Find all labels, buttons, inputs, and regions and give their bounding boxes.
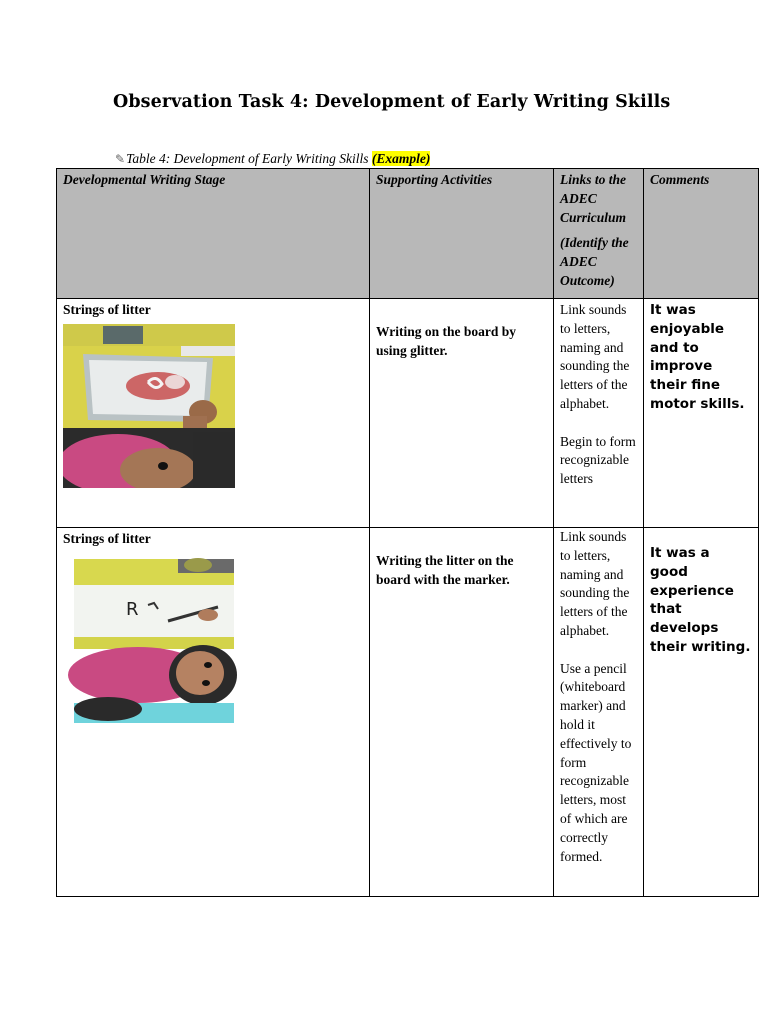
caption-highlight: (Example) (371, 151, 431, 166)
comment-cell: It was enjoyable and to improve their fine motor skills. (644, 299, 759, 528)
table-row (57, 528, 759, 897)
svg-text:R: R (126, 598, 139, 620)
caption-text: Table 4: Development of Early Writing Skills (126, 151, 372, 166)
header-links-line2: (Identify the ADEC Outcome) (560, 235, 629, 288)
links-cell (554, 528, 644, 897)
child-marker-photo (68, 553, 240, 729)
links-cell (554, 299, 644, 528)
observation-table (56, 168, 759, 897)
link-outcome: Link sounds to letters, naming and sounding the letters of the alphabet. (560, 529, 630, 638)
header-links-line1: Links to the ADEC Curriculum (560, 172, 627, 225)
child-glitter-photo (63, 324, 235, 488)
pencil-icon: ✎ (115, 152, 126, 166)
table-header-row (57, 169, 759, 299)
activity-cell: Writing on the board by using glitter. (370, 299, 554, 528)
stage-label: Strings of litter (63, 531, 151, 546)
table-row (57, 299, 759, 528)
stage-cell (57, 299, 370, 528)
header-stage: Developmental Writing Stage (57, 169, 370, 299)
header-activities: Supporting Activities (370, 169, 554, 299)
stage-label: Strings of litter (63, 302, 151, 317)
link-outcome: Use a pencil (whiteboard marker) and hold it effectively to form recognizable letters, most of which are correctly formed. (560, 660, 632, 864)
link-outcome: Begin to form recognizable letters (560, 433, 636, 487)
activity-cell: Writing the litter on the board with the marker. (370, 528, 554, 897)
comment-cell: It was a good experience that develops their writing. (644, 528, 759, 897)
header-comments: Comments (644, 169, 759, 299)
stage-cell (57, 528, 370, 897)
page-title: Observation Task 4: Development of Early Writing Skills (113, 92, 671, 112)
link-outcome: Link sounds to letters, naming and sounding the letters of the alphabet. (560, 302, 630, 411)
header-links (554, 169, 644, 299)
table-caption (115, 151, 430, 167)
